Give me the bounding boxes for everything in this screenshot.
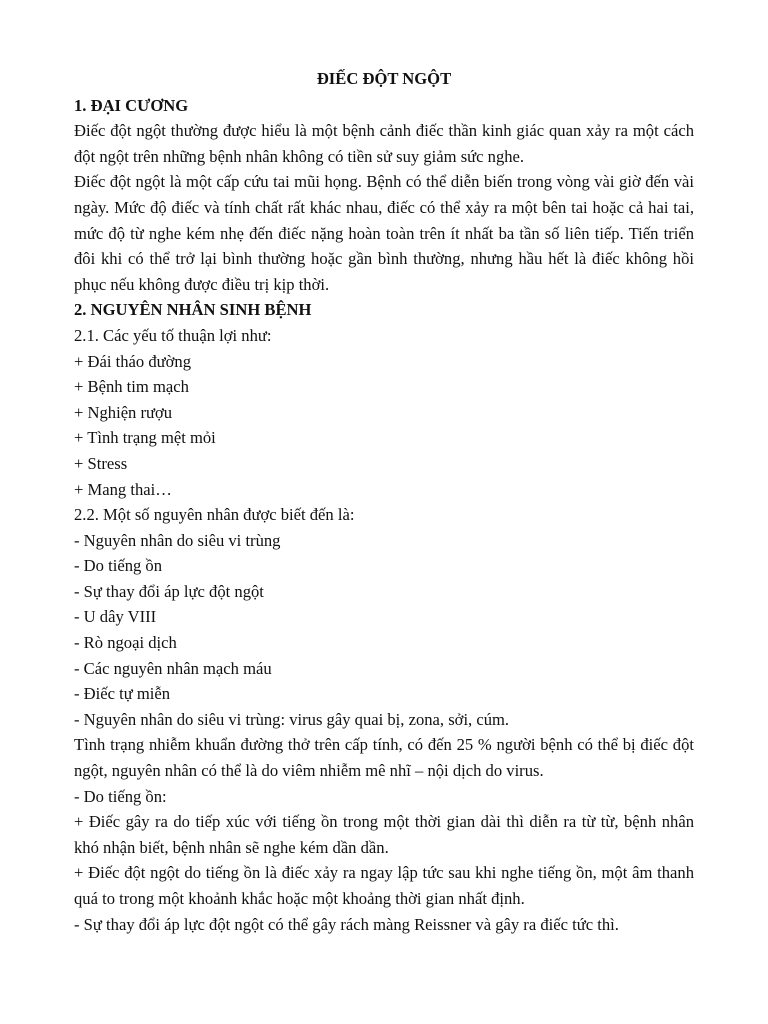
cause-item: - Rò ngoại dịch (74, 633, 177, 653)
virus-paragraph: Tình trạng nhiễm khuẩn đường thở trên cấp tính, có đến 25 % người bệnh có thể bị điếc đột ngột, nguyên nhân có thể là do viêm nhiễm mê nhĩ – nội dịch do virus. (74, 735, 694, 781)
noise-paragraph-2: + Điếc đột ngột do tiếng ồn là điếc xảy ra ngay lập tức sau khi nghe tiếng ồn, một âm thanh quá to trong một khoảnh khắc hoặc một khoảng thời gian nhất định. (74, 863, 694, 908)
subsection-2-1-heading: 2.1. Các yếu tố thuận lợi như: (74, 325, 272, 345)
subsection-2-2-heading: 2.2. Một số nguyên nhân được biết đến là: (74, 505, 355, 525)
noise-label: - Do tiếng ồn: (74, 786, 167, 806)
factor-item: + Đái tháo đường (74, 351, 191, 371)
section-1-paragraph-2: Điếc đột ngột là một cấp cứu tai mũi họng. Bệnh có thể diễn biến trong vòng vài giờ đến vài ngày. Mức độ điếc và tính chất rất khác nhau, điếc có thể xảy ra một bên tai hoặc cả hai tai, mức độ từ nghe kém nhẹ đến điếc nặng hoàn toàn trên ít nhất ba tần số liên tiếp. Tiến triển đôi khi có thể trở lại bình thường hoặc gần bình thường, nhưng hầu hết là điếc không hồi phục nếu không được điều trị kịp thời. (74, 172, 694, 294)
section-1-heading: 1. ĐẠI CƯƠNG (74, 95, 189, 115)
cause-item: - Điếc tự miễn (74, 684, 171, 704)
document-title: ĐIẾC ĐỘT NGỘT (316, 69, 452, 88)
noise-paragraph-1: + Điếc gây ra do tiếp xúc với tiếng ồn trong một thời gian dài thì diễn ra từ từ, bệnh nhân khó nhận biết, bệnh nhân sẽ nghe kém dần dần. (74, 812, 694, 857)
cause-item: - Nguyên nhân do siêu vi trùng: virus gây quai bị, zona, sởi, cúm. (74, 709, 510, 729)
factor-item: + Bệnh tim mạch (74, 377, 189, 397)
pressure-line: - Sự thay đổi áp lực đột ngột có thể gây rách màng Reissner và gây ra điếc tức thì. (74, 914, 619, 934)
factor-item: + Stress (74, 453, 128, 473)
cause-item: - U dây VIII (74, 607, 157, 627)
factor-item: + Nghiện rượu (74, 402, 173, 422)
factor-item: + Tình trạng mệt mỏi (74, 428, 216, 448)
cause-item: - Do tiếng ồn (74, 556, 163, 576)
cause-item: - Các nguyên nhân mạch máu (74, 658, 272, 678)
cause-item: - Nguyên nhân do siêu vi trùng (74, 530, 281, 550)
section-2-heading: 2. NGUYÊN NHÂN SINH BỆNH (74, 300, 312, 320)
factor-item: + Mang thai… (74, 479, 172, 499)
document-page (74, 66, 694, 937)
cause-item: - Sự thay đổi áp lực đột ngột (74, 581, 264, 601)
section-1-paragraph-1: Điếc đột ngột thường được hiểu là một bệnh cảnh điếc thần kinh giác quan xảy ra một cách đột ngột trên những bệnh nhân không có tiền sử suy giảm sức nghe. (74, 121, 694, 166)
